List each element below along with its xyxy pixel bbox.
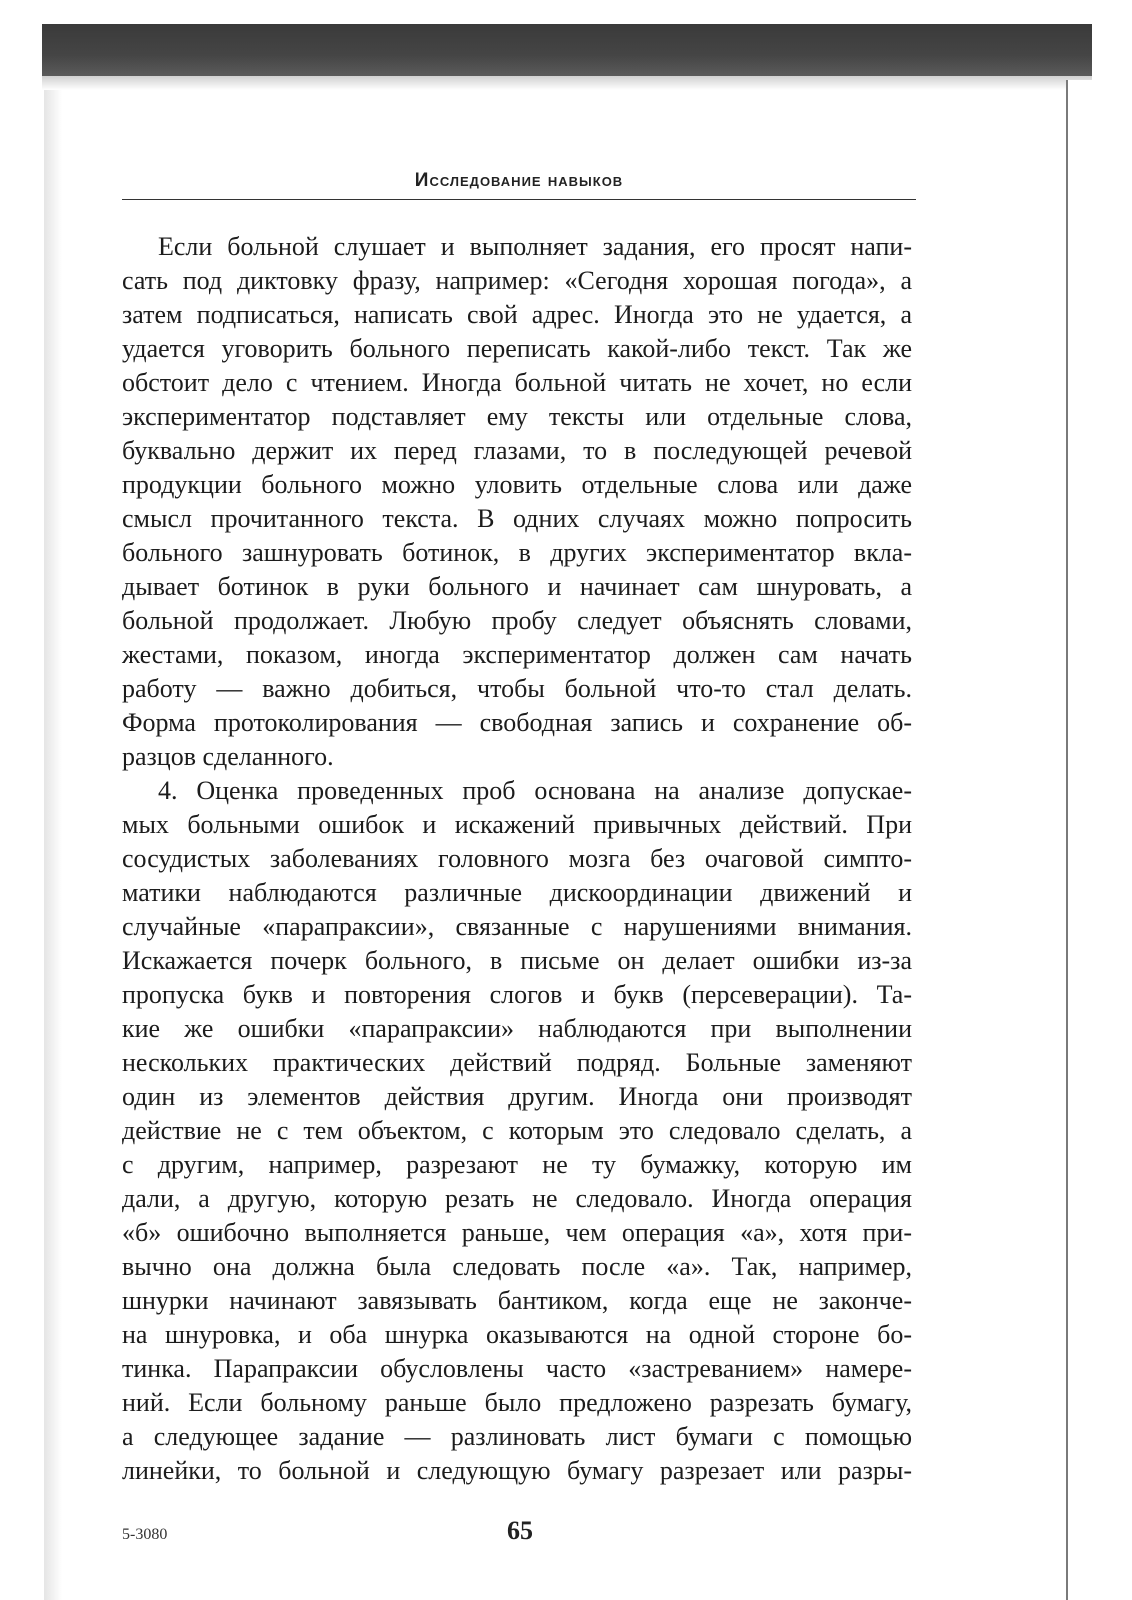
text-line: экспериментатор подставляет ему тексты или отдельные слова, (122, 402, 912, 431)
text-line: затем подписаться, написать свой адрес. Иногда это не удается, а (122, 300, 912, 329)
text-line: Если больной слушает и выполняет задания, его просят напи- (158, 232, 912, 261)
text-line: матики наблюдаются различные дискоординации движений и (122, 878, 912, 907)
text-line: один из элементов действия другим. Иногда они производят (122, 1082, 912, 1111)
scan-left-shadow (44, 90, 62, 1600)
text-line: дали, а другую, которую резать не следовало. Иногда операция (122, 1184, 912, 1213)
header-rule (122, 199, 916, 200)
text-line: дывает ботинок в руки больного и начинает сам шнуровать, а (122, 572, 912, 601)
text-line: Искажается почерк больного, в письме он делает ошибки из-за (122, 946, 912, 975)
text-line: больной продолжает. Любую пробу следует объяснять словами, (122, 606, 912, 635)
text-line: работу — важно добиться, чтобы больной что-то стал делать. (122, 674, 912, 703)
text-line: пропуска букв и повторения слогов и букв (персеверации). Та- (122, 980, 912, 1009)
body-text (122, 230, 912, 1488)
text-line: случайные «парапраксии», связанные с нарушениями внимания. (122, 912, 912, 941)
text-line: сосудистых заболеваниях головного мозга без очаговой симпто- (122, 844, 912, 873)
text-line: мых больными ошибок и искажений привычных действий. При (122, 810, 912, 839)
text-line: тинка. Парапраксии обусловлены часто «застреванием» намере- (122, 1354, 912, 1383)
text-line: «б» ошибочно выполняется раньше, чем операция «а», хотя при- (122, 1218, 912, 1247)
text-line: удается уговорить больного переписать какой-либо текст. Так же (122, 334, 912, 363)
text-line: буквально держит их перед глазами, то в последующей речевой (122, 436, 912, 465)
text-line: разцов сделанного. (122, 742, 334, 771)
scan-top-edge (42, 24, 1092, 76)
scan-right-margin (1068, 80, 1132, 1600)
text-line: смысл прочитанного текста. В одних случаях можно попросить (122, 504, 912, 533)
scan-top-shadow (42, 76, 1092, 90)
text-line: вычно она должна была следовать после «а». Так, например, (122, 1252, 912, 1281)
text-line: кие же ошибки «парапраксии» наблюдаются при выполнении (122, 1014, 912, 1043)
text-line: 4. Оценка проведенных проб основана на анализе допускае- (158, 776, 912, 805)
text-line: шнурки начинают завязывать бантиком, когда еще не закончe- (122, 1286, 912, 1315)
text-line: нескольких практических действий подряд. Больные заменяют (122, 1048, 912, 1077)
text-line: действие не с тем объектом, с которым это следовало сделать, а (122, 1116, 912, 1145)
text-line: обстоит дело с чтением. Иногда больной читать не хочет, но если (122, 368, 912, 397)
text-line: продукции больного можно уловить отдельные слова или даже (122, 470, 912, 499)
text-line: сать под диктовку фразу, например: «Сегодня хорошая погода», а (122, 266, 912, 295)
text-line: Форма протоколирования — свободная запись и сохранение об- (122, 708, 912, 737)
signature-code: 5-3080 (122, 1526, 168, 1543)
text-line: линейки, то больной и следующую бумагу разрезает или разры- (122, 1456, 912, 1485)
text-line: больного зашнуровать ботинок, в других экспериментатор вкла- (122, 538, 912, 567)
text-line: с другим, например, разрезают не ту бумажку, которую им (122, 1150, 912, 1179)
text-line: ний. Если больному раньше было предложено разрезать бумагу, (122, 1388, 912, 1417)
running-head: Исследование навыков (414, 170, 624, 191)
page-number: 65 (507, 1516, 533, 1545)
text-line: на шнуровка, и оба шнурка оказываются на одной стороне бо- (122, 1320, 912, 1349)
text-line: а следующее задание — разлиновать лист бумаги с помощью (122, 1422, 912, 1451)
text-line: жестами, показом, иногда экспериментатор должен сам начать (122, 640, 912, 669)
